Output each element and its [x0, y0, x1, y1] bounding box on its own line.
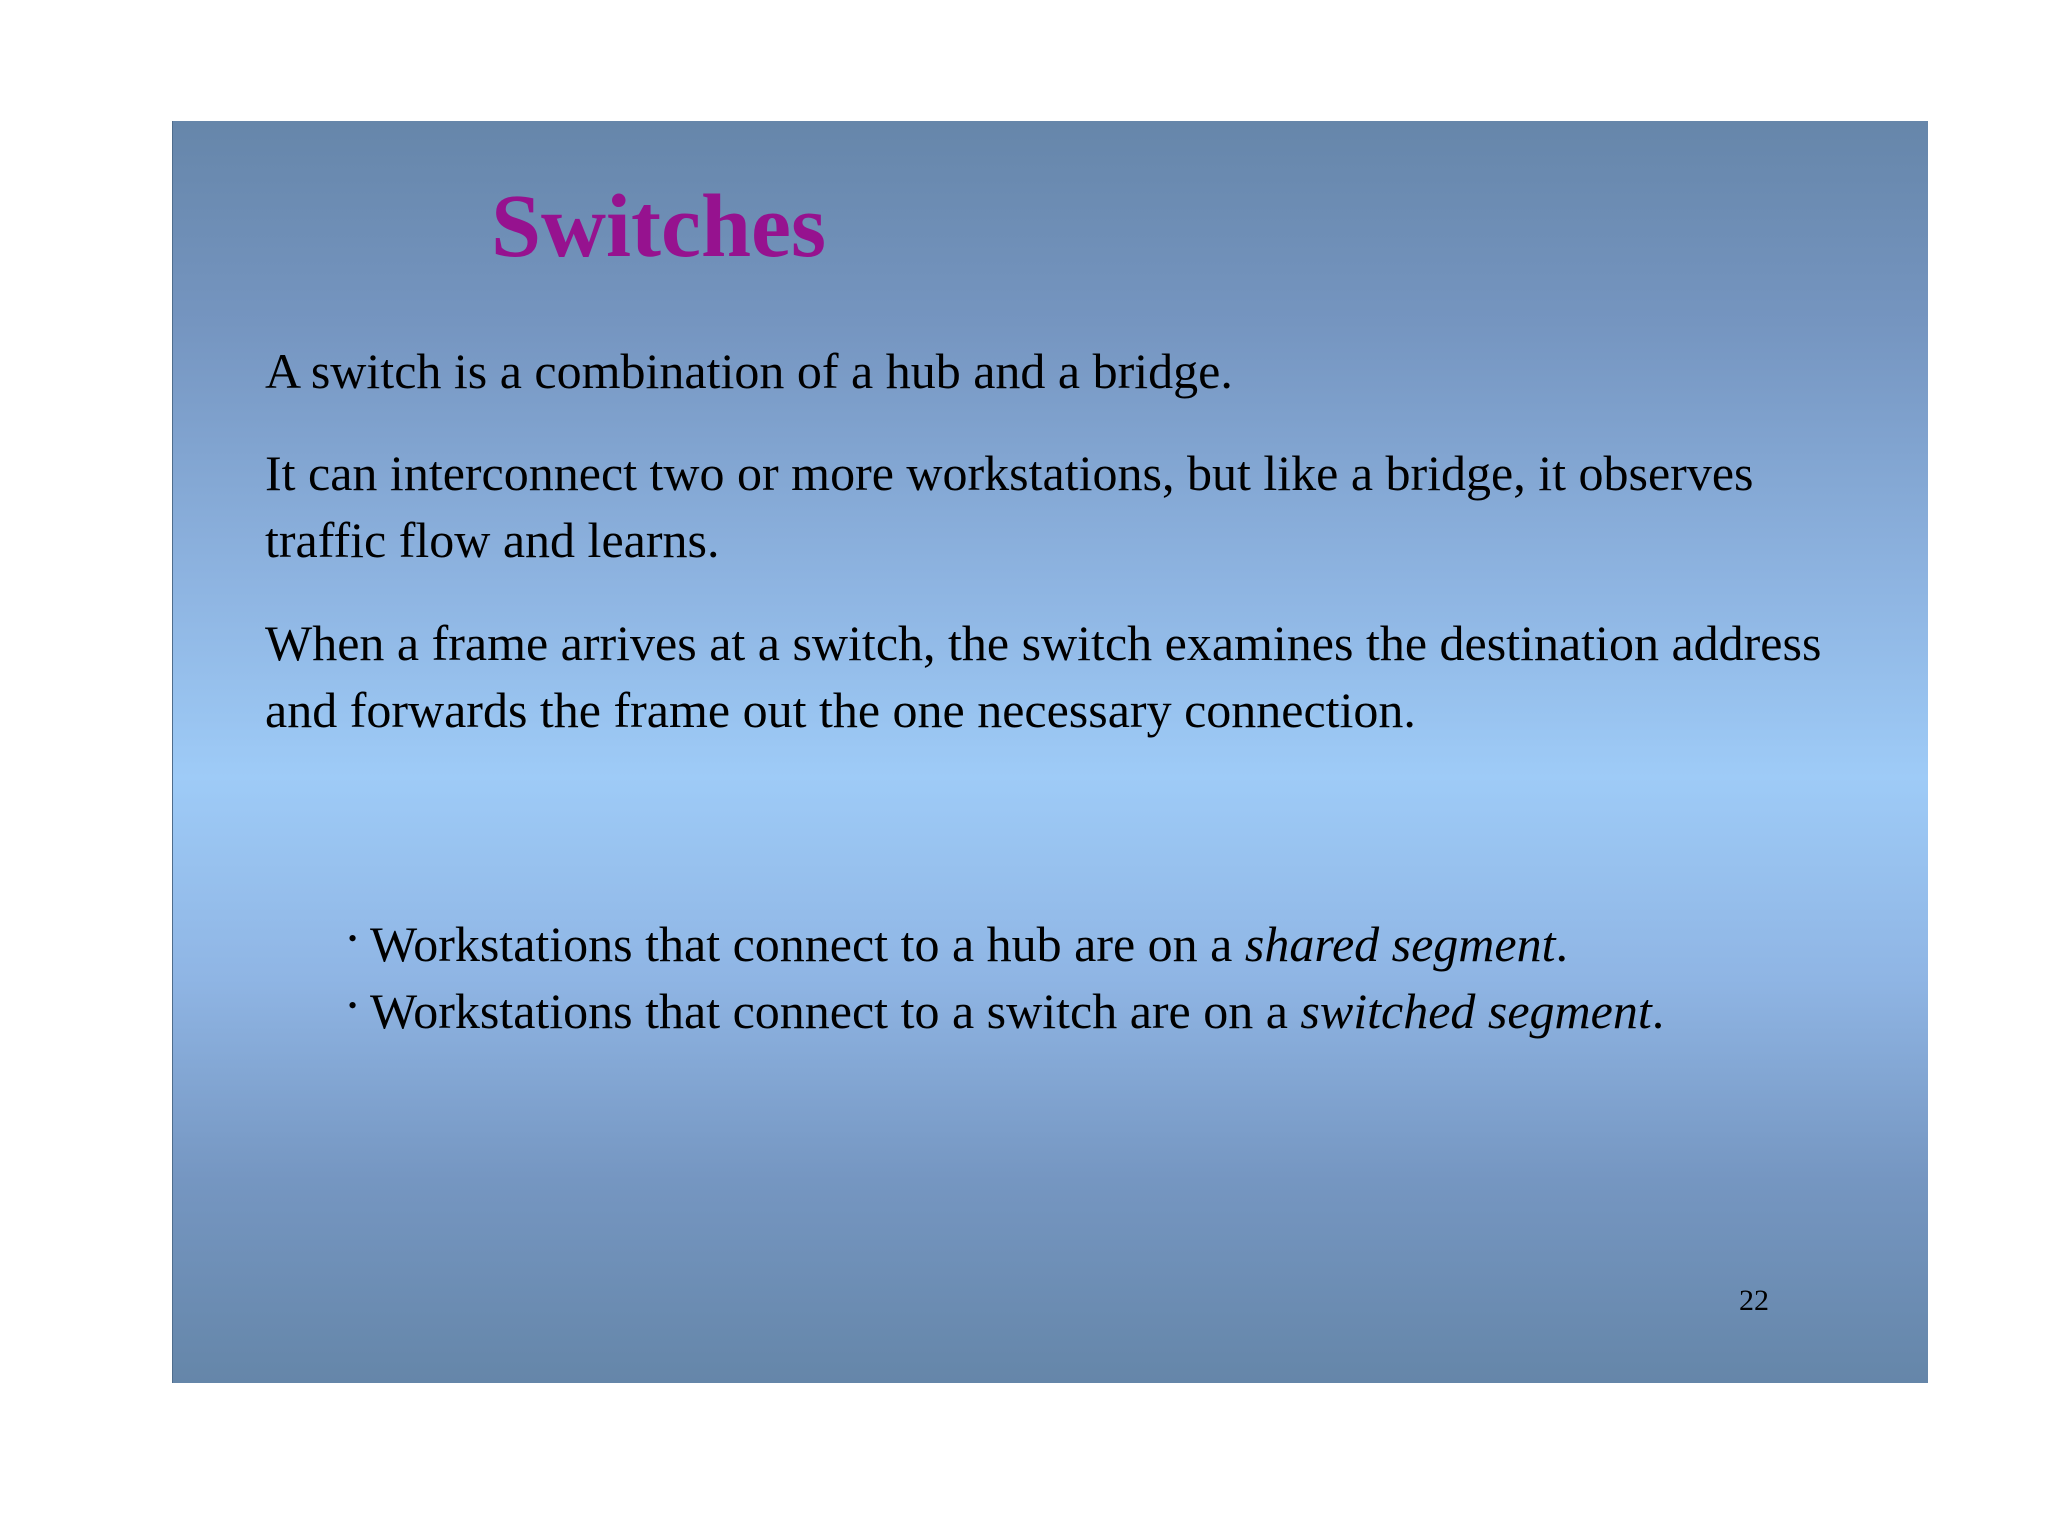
- bullet-text: Workstations that connect to a hub are on a: [370, 916, 1245, 972]
- bullet-item-shared: [348, 911, 1778, 978]
- slide-title: Switches: [491, 177, 826, 276]
- bullet-emphasis: switched segment: [1300, 983, 1652, 1039]
- paragraph-interconnect: It can interconnect two or more workstations, but like a bridge, it observes traffic flow and learns.: [265, 445, 1754, 568]
- bullet-tail: .: [1651, 983, 1665, 1039]
- slide: [172, 121, 1928, 1383]
- bullet-icon: •: [348, 924, 358, 953]
- paragraph-definition: A switch is a combination of a hub and a bridge.: [265, 343, 1233, 399]
- bullet-item-switched: [348, 978, 1778, 1045]
- page-number: 22: [1739, 1284, 1769, 1317]
- bullet-emphasis: shared segment: [1244, 916, 1556, 972]
- bullet-icon: •: [348, 991, 358, 1020]
- bullet-text: Workstations that connect to a switch are on a: [370, 983, 1301, 1039]
- bullet-tail: .: [1555, 916, 1568, 972]
- paragraph-forwarding: When a frame arrives at a switch, the switch examines the destination address and forwards the frame out the one necessary connection.: [265, 615, 1822, 738]
- bullet-list: [348, 911, 1778, 1045]
